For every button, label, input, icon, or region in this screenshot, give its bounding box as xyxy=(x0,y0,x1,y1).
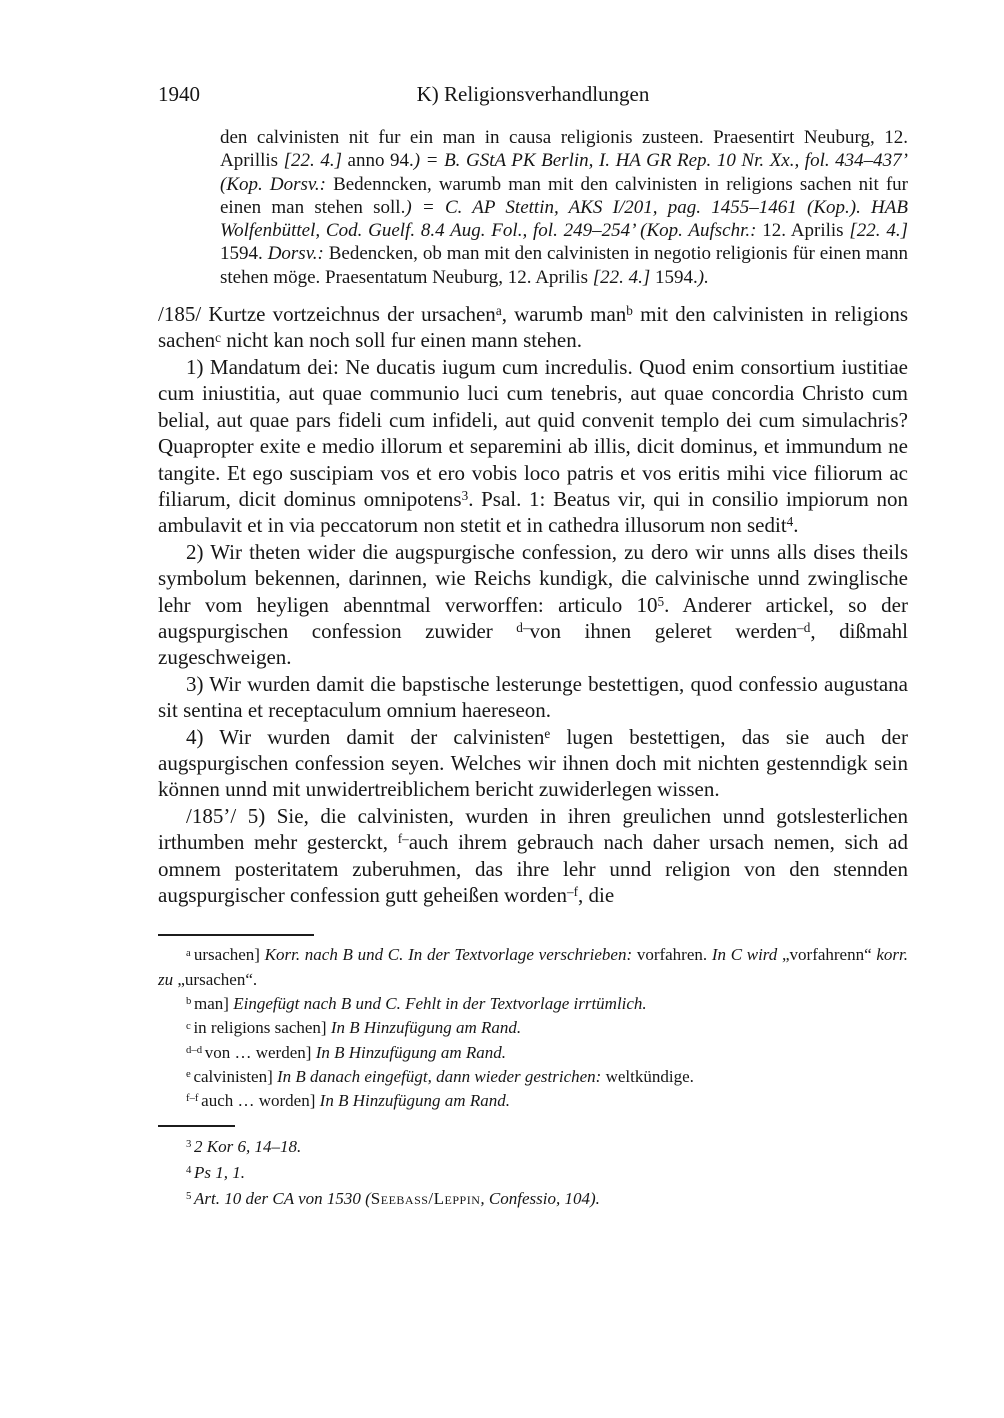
text-run: 1594. xyxy=(655,266,698,288)
text-run: In B Hinzufügung am Rand. xyxy=(315,1042,506,1062)
text-run: Korr. nach B und C. In der Textvorlage verschrieben: xyxy=(264,945,637,965)
text-run: weltkündige. xyxy=(605,1066,694,1086)
text-run: lugen bestettigen, das sie auch der augspurgischen confession seyen. Welches wir ihnen doch mit nichten gestenndigk sein können unnd mit unwidertreiblichem bericht zuwiderlegen wissen. xyxy=(158,724,909,802)
text-run: b xyxy=(186,995,195,1008)
text-run: ) = C. AP Stettin, AKS I/201, pag. 1455–1461 (Kop.). HAB Wolfenbüttel, Cod. Guelf. 8.4 Aug. Fol., fol. 249–254’ (Kop. Aufschr.: xyxy=(220,196,908,242)
footnote-entry xyxy=(158,1186,908,1212)
text-run: 3 xyxy=(461,487,469,503)
text-run: c xyxy=(215,329,222,345)
text-run: 1594. xyxy=(220,243,268,265)
body-paragraph xyxy=(158,724,908,803)
running-head: K) Religionsverhandlungen xyxy=(416,82,650,106)
text-run: . Anderer artickel, so der augspurgischen confession zuwider xyxy=(158,592,908,643)
text-run: , dißmahl zugeschweigen. xyxy=(158,618,908,670)
text-run: In B danach eingefügt, dann wieder gestrichen: xyxy=(277,1066,606,1086)
apparatus-entry xyxy=(158,943,908,992)
text-run: Bedencken, ob man mit den calvinisten in negotio religionis für einen mann stehen möge. Praesentatum Neuburg, 12. Aprilis xyxy=(220,243,909,288)
apparatus-divider xyxy=(158,934,314,936)
apparatus-entry xyxy=(158,1065,908,1089)
text-run: „ursachen“. xyxy=(177,969,258,989)
text-run: , die xyxy=(578,883,615,908)
text-run: . xyxy=(793,513,799,538)
text-run: auch ihrem gebrauch nach daher ursach nemen, sich ad omnem posteritatem zuberuhmen, das ihre lehr unnd religion von den stennden augspurgischer confession gutt geheißen worden xyxy=(158,830,909,908)
apparatus-entry xyxy=(158,1089,908,1113)
text-run: c xyxy=(186,1019,194,1032)
text-run: calvinisten] xyxy=(193,1066,277,1086)
text-run: 2) Wir theten wider die augspurgische confession, zu dero wir unns alls dises theils symbolum bekennen, darinnen, wie Reichs kundigk, die calvinische unnd zwinglische lehr vom heyligen abenntmal verworffen: articulo 10 xyxy=(158,539,908,617)
text-run: Eingefügt nach B und C. Fehlt in der Textvorlage irrtümlich. xyxy=(233,994,647,1014)
text-run: –f xyxy=(567,884,579,900)
document-heading xyxy=(158,301,908,354)
text-run: a xyxy=(186,946,194,959)
apparatus-entry xyxy=(158,992,908,1016)
text-run: e xyxy=(544,725,551,741)
apparatus-entry xyxy=(158,1041,908,1065)
text-run: 5 xyxy=(186,1189,195,1202)
text-run: 5 xyxy=(657,593,665,609)
body-paragraph xyxy=(158,671,908,724)
text-run: Ps 1, 1. xyxy=(194,1162,246,1182)
page-header xyxy=(158,82,908,108)
text-run: 2 Kor 6, 14–18. xyxy=(194,1136,302,1156)
text-run: /185’/ 5) Sie, die calvinisten, wurden in ihren greulichen unnd gotslesterlichen irthumben mehr gesterckt, xyxy=(158,803,908,855)
text-run: mit den calvinisten in religions sachen xyxy=(158,302,908,353)
text-run: 4 xyxy=(786,514,794,530)
text-run: , warumb man xyxy=(501,302,627,327)
text-run: ursachen] xyxy=(193,945,265,965)
text-run: , Confessio, 104). xyxy=(480,1188,600,1208)
main-text xyxy=(158,301,908,908)
text-run: In C wird xyxy=(711,945,782,965)
text-run: den calvinisten nit fur ein man in causa religionis zusteen. Praesentirt Neuburg, 12. Aprillis xyxy=(220,127,908,172)
text-run: a xyxy=(495,303,502,319)
footnote-divider xyxy=(158,1125,235,1127)
text-run: korr. zu xyxy=(158,945,909,989)
text-run: 3 xyxy=(186,1137,195,1150)
text-run: ) = B. GStA PK Berlin, I. HA GR Rep. 10 Nr. Xx., fol. 434–437’ (Kop. Dorsv.: xyxy=(220,150,908,195)
text-run: –d xyxy=(797,620,811,635)
text-run: d– xyxy=(516,620,530,635)
text-run: in religions sachen] xyxy=(193,1018,331,1038)
text-run: f–f xyxy=(186,1092,202,1105)
apparatus-entry xyxy=(158,1016,908,1040)
text-run: Seebass/Leppin xyxy=(370,1188,481,1208)
text-run: anno 94. xyxy=(347,150,414,172)
text-run: In B Hinzufügung am Rand. xyxy=(319,1091,510,1111)
text-run: Dorsv.: xyxy=(267,243,329,265)
text-run: von … werden] xyxy=(204,1042,316,1062)
source-description xyxy=(220,126,908,289)
critical-apparatus xyxy=(158,943,908,1113)
text-run: ). xyxy=(697,266,709,288)
text-run: [22. 4.] xyxy=(592,266,656,288)
text-run: f– xyxy=(397,831,409,847)
text-run: 4) Wir wurden damit der calvinisten xyxy=(186,724,545,749)
text-run: In B Hinzufügung am Rand. xyxy=(330,1018,522,1038)
text-run: [22. 4.] xyxy=(849,220,908,242)
text-run: von ihnen geleret werden xyxy=(529,618,798,643)
text-run: man] xyxy=(194,994,234,1014)
text-run: vorfahren. xyxy=(636,945,712,965)
text-run: [22. 4.] xyxy=(283,150,348,172)
footnote-entry xyxy=(158,1160,908,1186)
text-run: 12. Aprilis xyxy=(762,220,850,242)
page-number: 1940 xyxy=(158,82,200,106)
body-paragraph xyxy=(158,539,908,671)
footnote-entry xyxy=(158,1134,908,1160)
text-run: Bedenncken, warumb man mit den calvinisten in religions sachen nit fur einen man stehen soll. xyxy=(220,173,909,218)
text-run: Art. 10 der CA von 1530 ( xyxy=(194,1188,371,1208)
text-run: d–d xyxy=(186,1043,205,1056)
text-run: 3) Wir wurden damit die bapstische lesterunge bestettigen, quod confessio augustana sit sentina et receptaculum omnium haereseon. xyxy=(158,671,908,723)
text-run: 1) Mandatum dei: Ne ducatis iugum cum incredulis. Quod enim consortium iustitiae cum iniustitia, aut quae communio luci cum tenebris, aut quae concordia Christo cum belial, aut quae pars fideli cum infideli, aut quid convenit templo dei cum simulachris? Quapropter exite e medio illorum et separemini ab illis, dicit dominus, et immundum ne tangite. Et ego suscipiam vos et ero vobis loco patris et vos eritis mihi vice filiorum ac filiarum, dicit dominus omnipotens xyxy=(158,354,908,511)
text-run: . Psal. 1: Beatus vir, qui in consilio impiorum non ambulavit et in via peccatorum non stetit et in cathedra illusorum non sedit xyxy=(158,486,909,538)
text-run: nicht kan noch soll fur einen mann stehen. xyxy=(221,328,583,353)
text-run: b xyxy=(626,303,633,319)
text-run: „vorfahrenn“ xyxy=(781,945,877,965)
text-run: 4 xyxy=(186,1163,195,1176)
body-paragraph xyxy=(158,803,908,909)
text-run: /185/ Kurtze vortzeichnus der ursachen xyxy=(158,302,496,327)
text-run: auch … worden] xyxy=(201,1091,320,1111)
text-run: e xyxy=(186,1068,194,1081)
footnotes xyxy=(158,1134,908,1212)
body-paragraph xyxy=(158,354,908,539)
